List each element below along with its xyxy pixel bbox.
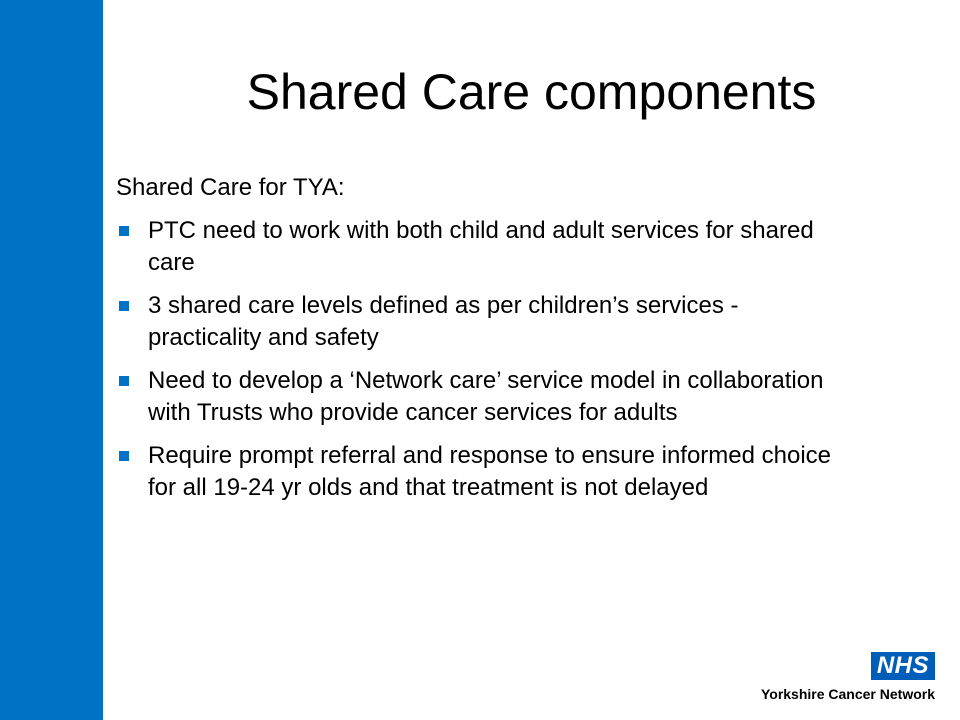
square-bullet-icon (119, 376, 129, 386)
bullet-text: Require prompt referral and response to ensure informed choice for all 19-24 yr olds and that treatment is not delayed (148, 442, 832, 501)
nhs-network-logo (735, 652, 935, 708)
bullet-list (116, 215, 856, 504)
bullet-text: 3 shared care levels defined as per children’s services - practicality and safety (148, 292, 739, 351)
network-name: Yorkshire Cancer Network (760, 686, 935, 702)
bullet-item (116, 440, 856, 504)
intro-text: Shared Care for TYA: (116, 174, 345, 201)
bullet-item (116, 215, 856, 279)
nhs-logo-icon: NHS (871, 652, 935, 680)
square-bullet-icon (119, 451, 129, 461)
slide-body (116, 172, 856, 515)
slide-title: Shared Care components (246, 64, 817, 120)
bullet-item (116, 365, 856, 429)
bullet-text: Need to develop a ‘Network care’ service model in collaboration with Trusts who provide cancer services for adults (148, 367, 824, 426)
left-accent-bar (0, 0, 103, 720)
bullet-text: PTC need to work with both child and adult services for shared care (148, 217, 814, 276)
square-bullet-icon (119, 226, 129, 236)
bullet-item (116, 290, 856, 354)
square-bullet-icon (119, 301, 129, 311)
